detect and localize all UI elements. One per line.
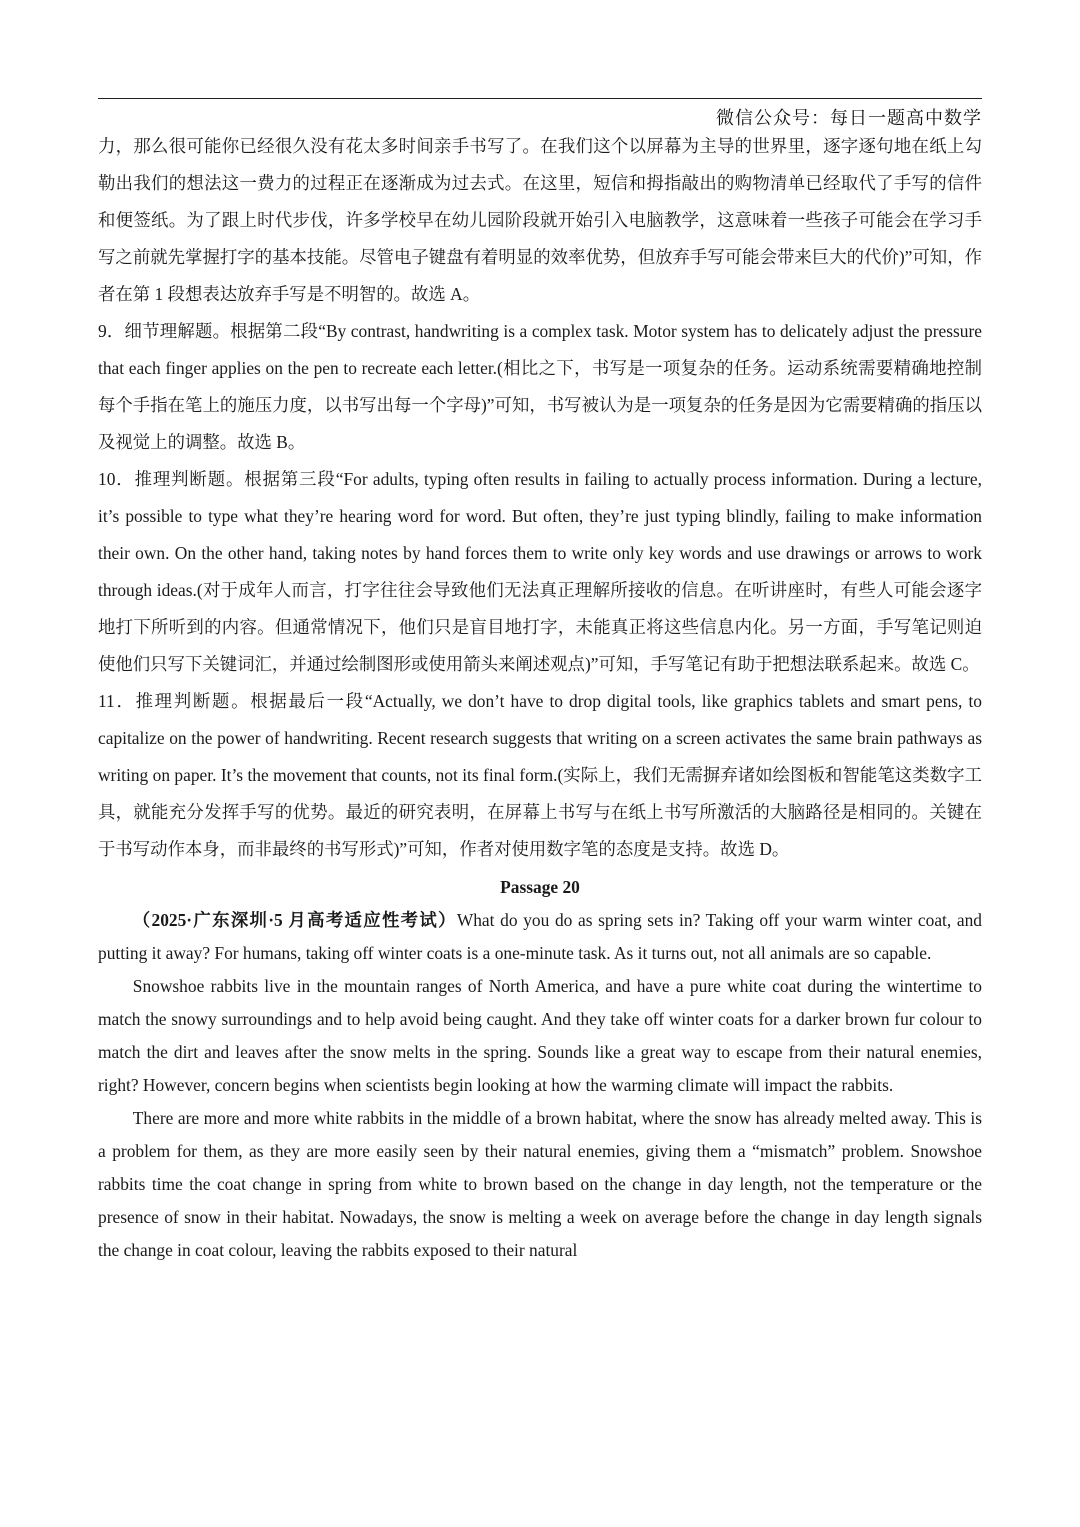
header-divider: [98, 98, 982, 99]
passage-source: （2025·广东深圳·5 月高考适应性考试）: [132, 910, 457, 930]
header-wechat-account: 微信公众号：每日一题高中数学: [716, 108, 982, 129]
document-body: [98, 128, 982, 1267]
passage-paragraph-1: [98, 904, 982, 970]
answer-8-continued: 力，那么很可能你已经很久没有花太多时间亲手书写了。在我们这个以屏幕为主导的世界里，逐字逐句地在纸上勾勒出我们的想法这一费力的过程正在逐渐成为过去式。在这里，短信和拇指敲出的购物清单已经取代了手写的信件和便签纸。为了跟上时代步伐，许多学校早在幼儿园阶段就开始引入电脑教学，这意味着一些孩子可能会在学习手写之前就先掌握打字的基本技能。尽管电子键盘有着明显的效率优势，但放弃手写可能会带来巨大的代价)”可知，作者在第 1 段想表达放弃手写是不明智的。故选 A。: [98, 136, 982, 304]
passage-title: Passage 20: [500, 877, 580, 897]
passage-body: [98, 904, 982, 1267]
passage-paragraph-3: There are more and more white rabbits in the middle of a brown habitat, where the snow has already melted away. This is a problem for them, as they are more easily seen by their natural enemies, giving them a “mismatch” problem. Snowshoe rabbits time the coat change in spring from white to brown based on the change in day length, not the temperature or the presence of snow in their habitat. Nowadays, the snow is melting a week on average before the change in day length signals the change in coat colour, leaving the rabbits exposed to their natural: [98, 1108, 982, 1260]
answer-9: 9．细节理解题。根据第二段“By contrast, handwriting is a complex task. Motor system has to delicately adjust the pressure that each finger applies on the pen to recreate each letter.(相比之下，书写是一项复杂的任务。运动系统需要精确地控制每个手指在笔上的施压力度，以书写出每一个字母)”可知，书写被认为是一项复杂的任务是因为它需要精确的指压以及视觉上的调整。故选 B。: [98, 321, 982, 452]
passage-paragraph-1-text: What do you do as spring sets in? Taking off your warm winter coat, and putting it away? For humans, taking off winter coats is a one-minute task. As it turns out, not all animals are so capable.: [98, 910, 982, 963]
answer-10: 10．推理判断题。根据第三段“For adults, typing often results in failing to actually process information. During a lecture, it’s possible to type what they’re hearing word for word. But often, they’re just typing blindly, failing to make information their own. On the other hand, taking notes by hand forces them to write only key words and use drawings or arrows to work through ideas.(对于成年人而言，打字往往会导致他们无法真正理解所接收的信息。在听讲座时，有些人可能会逐字地打下所听到的内容。但通常情况下，他们只是盲目地打字，未能真正将这些信息内化。另一方面，手写笔记则迫使他们只写下关键词汇，并通过绘制图形或使用箭头来阐述观点)”可知，手写笔记有助于把想法联系起来。故选 C。: [98, 469, 982, 674]
answer-11: 11．推理判断题。根据最后一段“Actually, we don’t have to drop digital tools, like graphics tablets and smart pens, to capitalize on the power of handwriting. Recent research suggests that writing on a screen activates the same brain pathways as writing on paper. It’s the movement that counts, not its final form.(实际上，我们无需摒弃诸如绘图板和智能笔这类数字工具，就能充分发挥手写的优势。最近的研究表明，在屏幕上书写与在纸上书写所激活的大脑路径是相同的。关键在于书写动作本身，而非最终的书写形式)”可知，作者对使用数字笔的态度是支持。故选 D。: [98, 691, 982, 859]
passage-paragraph-2: Snowshoe rabbits live in the mountain ranges of North America, and have a pure white coat during the wintertime to match the snowy surroundings and to help avoid being caught. And they take off winter coats for a darker brown fur colour to match the dirt and leaves after the snow melts in the spring. Sounds like a great way to escape from their natural enemies, right? However, concern begins when scientists begin looking at how the warming climate will impact the rabbits.: [98, 976, 982, 1095]
